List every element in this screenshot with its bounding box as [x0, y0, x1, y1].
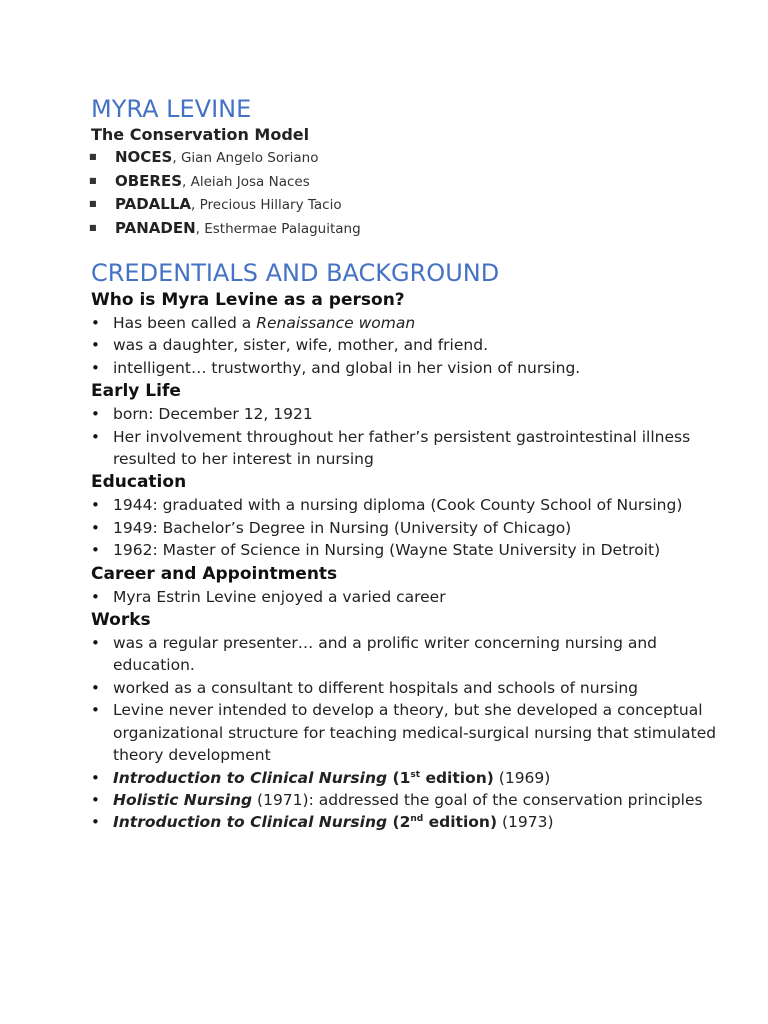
list-item: • 1944: graduated with a nursing diploma (Cook County School of Nursing) [91, 494, 728, 516]
members-list [91, 146, 728, 240]
list-item [91, 767, 728, 789]
person-list [91, 312, 728, 379]
book-edition-sup: st [410, 769, 421, 780]
book-title: Introduction to Clinical Nursing [113, 768, 388, 787]
member-name: Esthermae Palaguitang [199, 220, 361, 237]
item-text: Has been called a [113, 314, 257, 332]
bullet-icon: ■ [89, 152, 97, 161]
book-edition-pre: (1 [387, 768, 411, 787]
book-year: (1969) [493, 768, 551, 787]
bullet-icon: ■ [89, 175, 97, 185]
member-surname: PADALLA [115, 195, 192, 213]
list-item [91, 312, 728, 334]
list-item: • was a regular presenter… and a prolific writer concerning nursing and education. [91, 632, 728, 677]
list-item: • born: December 12, 1921 [91, 403, 728, 425]
heading-person: Who is Myra Levine as a person? [91, 290, 405, 310]
list-item: • worked as a consultant to different hospitals and schools of nursing [91, 677, 728, 699]
heading-education: Education [91, 472, 187, 493]
member-surname: OBERES [115, 171, 183, 190]
member-surname: PANADEN [115, 218, 196, 237]
book-edition-post: edition) [423, 813, 498, 832]
book-year: (1973) [497, 813, 554, 832]
book-title: Introduction to Clinical Nursing [113, 813, 388, 832]
list-item: • intelligent… trustworthy, and global in her vision of nursing. [91, 357, 728, 379]
member-name: Aleiah Josa Naces [186, 173, 310, 190]
book-edition-post: edition) [420, 768, 494, 787]
early-life-list [91, 403, 728, 470]
member-name: Gian Angelo Soriano [176, 150, 319, 166]
member-name: Precious Hillary Tacio [195, 197, 342, 213]
item-emphasis: Renaissance woman [256, 314, 416, 332]
member-item [91, 193, 728, 217]
book-edition-sup: nd [410, 814, 424, 825]
list-item: • was a daughter, sister, wife, mother, and friend. [91, 334, 728, 356]
document-title: MYRA LEVINE [91, 95, 252, 123]
list-item: • 1949: Bachelor’s Degree in Nursing (University of Chicago) [91, 517, 728, 539]
member-separator: , [195, 220, 200, 237]
list-item: • Myra Estrin Levine enjoyed a varied career [91, 586, 728, 608]
member-item [91, 170, 728, 194]
list-item: • 1962: Master of Science in Nursing (Wayne State University in Detroit) [91, 539, 728, 561]
bullet-icon: ■ [89, 199, 97, 208]
member-separator: , [172, 150, 177, 166]
member-item [91, 146, 728, 170]
document-subtitle: The Conservation Model [91, 125, 310, 144]
list-item [91, 811, 728, 833]
heading-career: Career and Appointments [91, 563, 338, 584]
list-item: • Levine never intended to develop a theory, but she developed a conceptual organizational structure for teaching medical-surgical nursing that stimulated theory development [91, 699, 728, 766]
member-separator: , [182, 173, 187, 190]
member-surname: NOCES [115, 148, 173, 166]
bullet-icon: ■ [89, 222, 97, 232]
list-item: • Her involvement throughout her father’s persistent gastrointestinal illness resulted to her interest in nursing [91, 426, 728, 471]
member-item [91, 217, 728, 241]
heading-early-life: Early Life [91, 381, 181, 402]
book-description: (1971): addressed the goal of the conservation principles [252, 790, 703, 809]
heading-works: Works [91, 610, 151, 631]
book-edition-pre: (2 [387, 813, 411, 832]
book-title: Holistic Nursing [113, 790, 253, 809]
education-list [91, 494, 728, 561]
career-list [91, 586, 728, 608]
member-separator: , [191, 197, 196, 213]
works-list [91, 632, 728, 834]
list-item [91, 789, 728, 811]
section-title: CREDENTIALS AND BACKGROUND [91, 259, 500, 287]
